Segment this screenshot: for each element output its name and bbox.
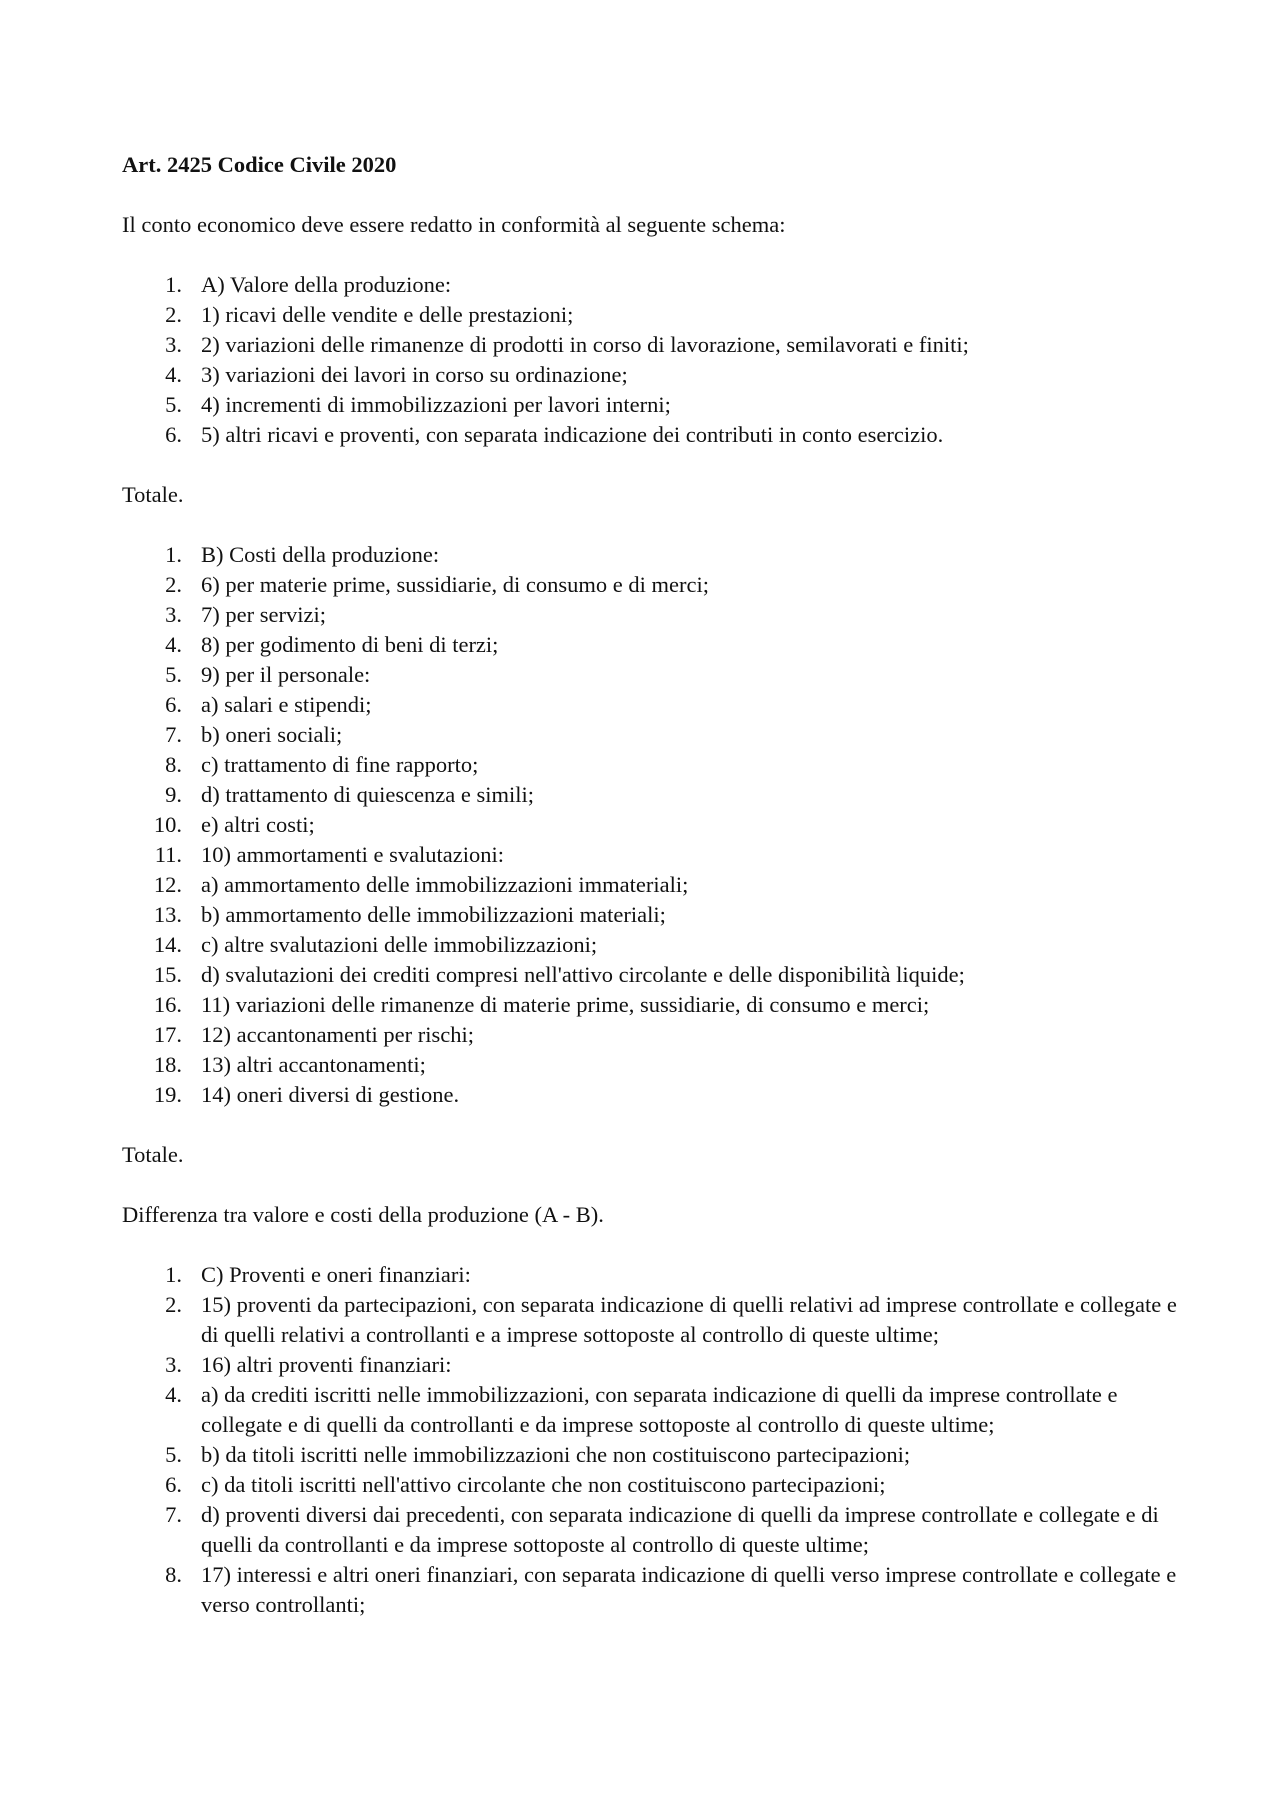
list-item: [122, 810, 1182, 840]
list-item: [122, 1440, 1182, 1470]
list-item: [122, 300, 1182, 330]
article-title: Art. 2425 Codice Civile 2020: [122, 152, 397, 177]
list-item-number: 5.: [165, 1442, 182, 1467]
list-item-number: 1.: [165, 542, 182, 567]
list-item: [122, 1050, 1182, 1080]
list-item: [122, 960, 1182, 990]
list-item: [122, 570, 1182, 600]
list-item-number: 8.: [165, 1562, 182, 1587]
list-item-number: 7.: [165, 1502, 182, 1527]
list-item: [122, 1500, 1182, 1560]
list-item-text: b) da titoli iscritti nelle immobilizzazioni che non costituiscono partecipazioni;: [201, 1442, 911, 1467]
list-item-number: 2.: [165, 1292, 182, 1317]
list-item-number: 3.: [165, 1352, 182, 1377]
list-item-number: 6.: [165, 422, 182, 447]
difference-paragraph: Differenza tra valore e costi della produzione (A - B).: [122, 1202, 604, 1227]
list-item-text: A) Valore della produzione:: [201, 272, 452, 297]
list-item: [122, 780, 1182, 810]
list-item-text: 7) per servizi;: [201, 602, 326, 627]
list-item-text: 11) variazioni delle rimanenze di materie prime, sussidiarie, di consumo e merci;: [201, 992, 930, 1017]
list-item: [122, 900, 1182, 930]
list-item-text: 2) variazioni delle rimanenze di prodotti in corso di lavorazione, semilavorati e finiti;: [201, 332, 969, 357]
list-item-text: d) proventi diversi dai precedenti, con separata indicazione di quelli da imprese controllate e collegate e di quelli da controllanti e da imprese sottoposte al controllo di queste ultime;: [201, 1502, 1159, 1557]
list-item: [122, 600, 1182, 630]
list-item-number: 4.: [165, 632, 182, 657]
list-item: [122, 540, 1182, 570]
list-item: [122, 1560, 1182, 1620]
list-item-number: 11.: [154, 842, 182, 867]
list-item-text: 1) ricavi delle vendite e delle prestazioni;: [201, 302, 574, 327]
list-item-text: C) Proventi e oneri finanziari:: [201, 1262, 471, 1287]
list-item-text: 8) per godimento di beni di terzi;: [201, 632, 499, 657]
list-section-a: [122, 270, 1182, 450]
list-item-text: c) trattamento di fine rapporto;: [201, 752, 479, 777]
list-item: [122, 420, 1182, 450]
list-item-number: 5.: [165, 662, 182, 687]
list-item-text: 17) interessi e altri oneri finanziari, con separata indicazione di quelli verso imprese controllate e collegate e verso controllanti;: [201, 1562, 1177, 1617]
list-item-text: b) ammortamento delle immobilizzazioni materiali;: [201, 902, 666, 927]
list-item: [122, 1020, 1182, 1050]
list-item: [122, 1350, 1182, 1380]
list-item-number: 10.: [153, 812, 182, 837]
list-item-number: 2.: [165, 302, 182, 327]
list-item-number: 15.: [153, 962, 182, 987]
list-item: [122, 1080, 1182, 1110]
list-item: [122, 750, 1182, 780]
document-content: [122, 150, 1182, 1620]
list-item: [122, 660, 1182, 690]
list-item: [122, 720, 1182, 750]
list-item-text: d) trattamento di quiescenza e simili;: [201, 782, 535, 807]
list-item-text: a) salari e stipendi;: [201, 692, 372, 717]
list-section-b: [122, 540, 1182, 1110]
list-item-text: e) altri costi;: [201, 812, 315, 837]
list-item-text: 10) ammortamenti e svalutazioni:: [201, 842, 505, 867]
list-item-text: 15) proventi da partecipazioni, con separata indicazione di quelli relativi ad imprese controllate e collegate e di quelli relativi a controllanti e a imprese sottoposte al controllo di queste ultime;: [201, 1292, 1177, 1347]
list-item: [122, 390, 1182, 420]
list-item-number: 1.: [165, 1262, 182, 1287]
list-item-number: 4.: [165, 1382, 182, 1407]
list-item-text: a) da crediti iscritti nelle immobilizzazioni, con separata indicazione di quelli da imprese controllate e collegate e di quelli da controllanti e da imprese sottoposte al controllo di queste ultime;: [201, 1382, 1118, 1437]
list-item-text: 4) incrementi di immobilizzazioni per lavori interni;: [201, 392, 671, 417]
list-item-number: 6.: [165, 692, 182, 717]
total-a: Totale.: [122, 482, 184, 507]
list-item-number: 12.: [153, 872, 182, 897]
list-item: [122, 1380, 1182, 1440]
list-item-text: c) altre svalutazioni delle immobilizzazioni;: [201, 932, 598, 957]
total-b: Totale.: [122, 1142, 184, 1167]
list-item: [122, 870, 1182, 900]
list-item-number: 16.: [153, 992, 182, 1017]
list-item: [122, 930, 1182, 960]
list-item-number: 7.: [165, 722, 182, 747]
list-item-text: d) svalutazioni dei crediti compresi nell'attivo circolante e delle disponibilità liquide;: [201, 962, 965, 987]
list-item: [122, 330, 1182, 360]
list-item-number: 2.: [165, 572, 182, 597]
list-item-number: 13.: [153, 902, 182, 927]
list-item-text: b) oneri sociali;: [201, 722, 343, 747]
list-item: [122, 360, 1182, 390]
list-item: [122, 990, 1182, 1020]
list-item-text: c) da titoli iscritti nell'attivo circolante che non costituiscono partecipazioni;: [201, 1472, 886, 1497]
list-item-number: 3.: [165, 332, 182, 357]
list-item: [122, 1290, 1182, 1350]
list-section-c: [122, 1260, 1182, 1620]
list-item: [122, 270, 1182, 300]
list-item-text: 3) variazioni dei lavori in corso su ordinazione;: [201, 362, 628, 387]
list-item-number: 4.: [165, 362, 182, 387]
list-item-number: 6.: [165, 1472, 182, 1497]
list-item-number: 17.: [153, 1022, 182, 1047]
list-item-number: 5.: [165, 392, 182, 417]
list-item-number: 9.: [165, 782, 182, 807]
list-item-text: a) ammortamento delle immobilizzazioni immateriali;: [201, 872, 689, 897]
list-item-text: 16) altri proventi finanziari:: [201, 1352, 452, 1377]
list-item-text: B) Costi della produzione:: [201, 542, 440, 567]
list-item-text: 14) oneri diversi di gestione.: [201, 1082, 460, 1107]
list-item-text: 5) altri ricavi e proventi, con separata indicazione dei contributi in conto esercizio.: [201, 422, 944, 447]
list-item-text: 6) per materie prime, sussidiarie, di consumo e di merci;: [201, 572, 709, 597]
list-item-text: 12) accantonamenti per rischi;: [201, 1022, 475, 1047]
list-item: [122, 840, 1182, 870]
list-item: [122, 630, 1182, 660]
list-item-number: 3.: [165, 602, 182, 627]
list-item-number: 19.: [153, 1082, 182, 1107]
list-item-text: 9) per il personale:: [201, 662, 371, 687]
list-item: [122, 1260, 1182, 1290]
list-item: [122, 690, 1182, 720]
list-item-number: 14.: [153, 932, 182, 957]
list-item: [122, 1470, 1182, 1500]
list-item-number: 1.: [165, 272, 182, 297]
list-item-number: 18.: [153, 1052, 182, 1077]
intro-paragraph: Il conto economico deve essere redatto in conformità al seguente schema:: [122, 212, 786, 237]
list-item-number: 8.: [165, 752, 182, 777]
list-item-text: 13) altri accantonamenti;: [201, 1052, 426, 1077]
